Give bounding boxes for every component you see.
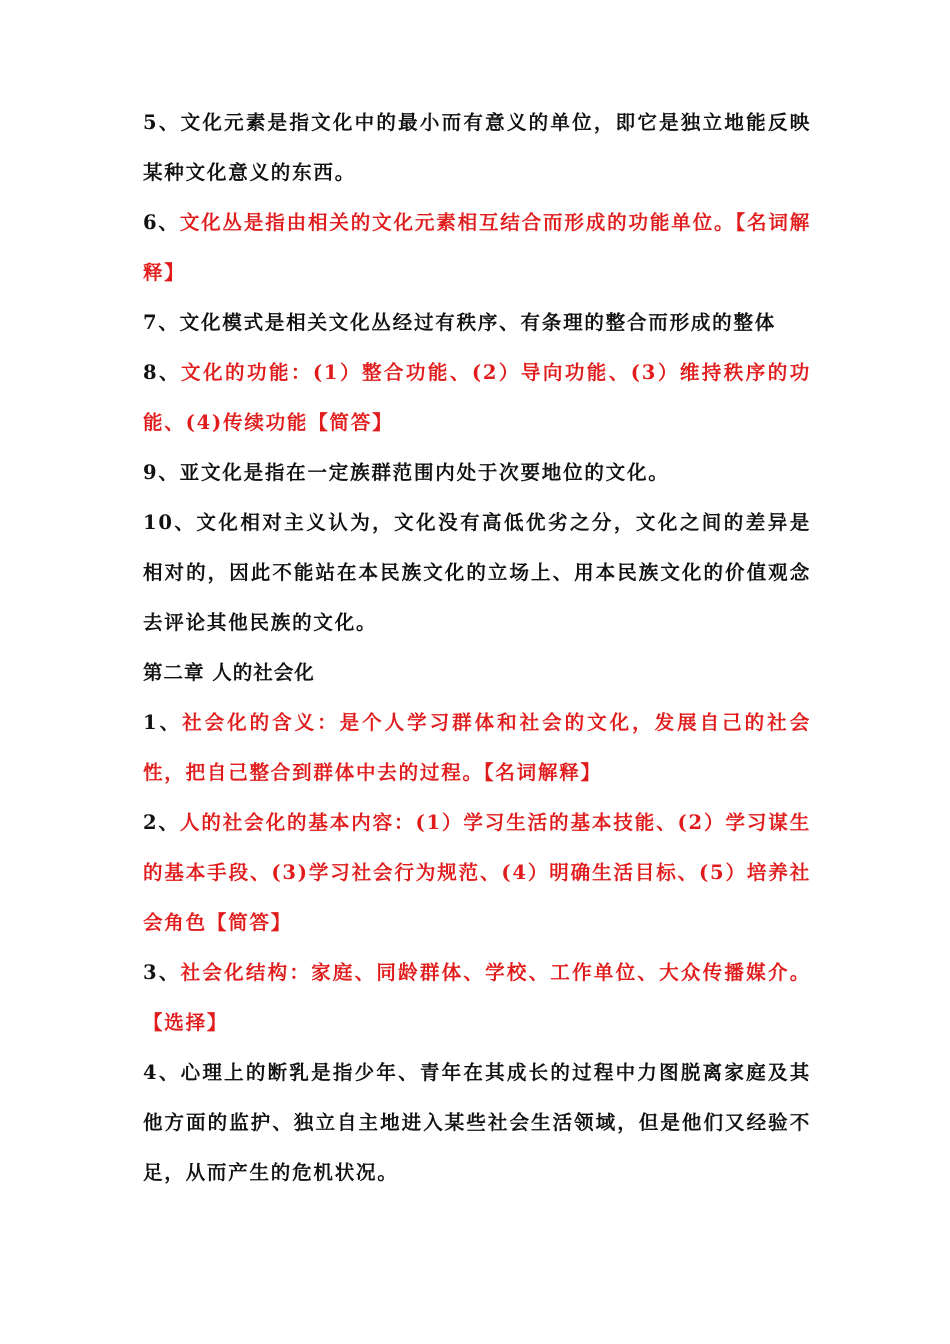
paragraph-text: 人的社会化的基本内容：(1）学习生活的基本技能、(2）学习谋生的基本手段、(3)学习社会行为规范、(4）明确生活目标、(5）培养社会角色【简答】: [143, 811, 812, 934]
paragraph-number: 8、: [143, 361, 182, 384]
chapter-title: 第二章 人的社会化: [143, 661, 315, 684]
paragraph-9: [143, 448, 811, 498]
paragraph-text: 社会化的含义：是个人学习群体和社会的文化，发展自己的社会性，把自己整合到群体中去的过程。【名词解释】: [143, 711, 811, 784]
paragraph-text: 心理上的断乳是指少年、青年在其成长的过程中力图脱离家庭及其他方面的监护、独立自主地进入某些社会生活领域，但是他们又经验不足，从而产生的危机状况。: [143, 1061, 811, 1184]
paragraph-text: 亚文化是指在一定族群范围内处于次要地位的文化。: [179, 461, 670, 484]
document-body: [143, 98, 811, 1198]
paragraph-number: 6、: [143, 211, 180, 234]
paragraph-number: 2、: [143, 811, 180, 834]
chapter-paragraph-2: [143, 798, 811, 948]
paragraph-text: 文化元素是指文化中的最小而有意义的单位，即它是独立地能反映某种文化意义的东西。: [143, 111, 811, 184]
paragraph-text: 社会化结构：家庭、同龄群体、学校、工作单位、大众传播媒介。【选择】: [143, 961, 811, 1034]
paragraph-number: 7、: [143, 311, 180, 334]
paragraph-8: [143, 348, 811, 448]
paragraph-number: 4、: [143, 1061, 181, 1084]
paragraph-text: 文化丛是指由相关的文化元素相互结合而形成的功能单位。【名词解释】: [143, 211, 811, 284]
paragraph-number: 3、: [143, 961, 181, 984]
paragraph-text: 文化的功能：(1）整合功能、(2）导向功能、(3）维持秩序的功能、(4)传续功能【简答】: [143, 361, 812, 434]
paragraph-number: 1、: [143, 711, 183, 734]
paragraph-10: [143, 498, 811, 648]
paragraph-number: 5、: [143, 111, 181, 134]
paragraph-text: 文化模式是相关文化丛经过有秩序、有条理的整合而形成的整体: [179, 311, 777, 334]
chapter-paragraph-3: [143, 948, 811, 1048]
paragraph-5: [143, 98, 811, 198]
paragraph-text: 文化相对主义认为，文化没有高低优劣之分，文化之间的差异是相对的，因此不能站在本民族文化的立场上、用本民族文化的价值观念去评论其他民族的文化。: [143, 511, 811, 634]
paragraph-number: 9、: [143, 461, 180, 484]
chapter-paragraph-4: [143, 1048, 811, 1198]
chapter-paragraph-1: [143, 698, 811, 798]
paragraph-7: [143, 298, 811, 348]
paragraph-6: [143, 198, 811, 298]
paragraph-number: 10、: [143, 511, 197, 534]
